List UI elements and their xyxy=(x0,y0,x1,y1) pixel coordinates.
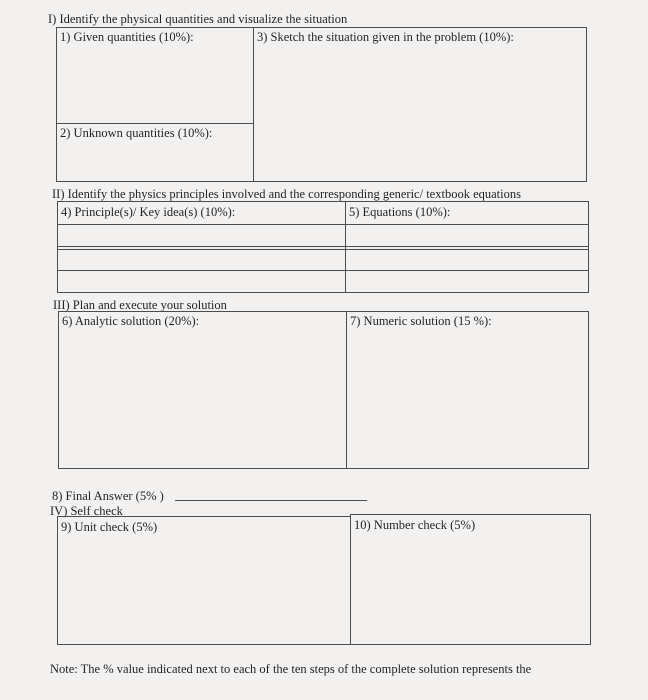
section-3-heading: III) Plan and execute your solution xyxy=(53,298,227,312)
final-answer-line[interactable] xyxy=(175,500,367,501)
note-text: Note: The % value indicated next to each of the ten steps of the complete solution represents the xyxy=(50,662,532,676)
given-quantities-box[interactable] xyxy=(56,27,254,182)
sketch-label: 3) Sketch the situation given in the problem (10%): xyxy=(257,30,514,44)
principles-label: 4) Principle(s)/ Key idea(s) (10%): xyxy=(61,205,236,219)
final-answer-label: 8) Final Answer (5% ) xyxy=(52,489,164,503)
analytic-solution-box[interactable] xyxy=(58,311,347,469)
section-1-heading: I) Identify the physical quantities and visualize the situation xyxy=(48,12,348,26)
table-row-divider xyxy=(57,270,589,271)
table-column-divider xyxy=(345,201,346,293)
table-row-divider xyxy=(57,224,589,225)
section-4-heading: IV) Self check xyxy=(50,504,123,518)
analytic-solution-label: 6) Analytic solution (20%): xyxy=(62,314,200,328)
unit-check-box[interactable] xyxy=(57,516,351,645)
sketch-box[interactable] xyxy=(253,27,587,182)
number-check-box[interactable] xyxy=(350,514,591,645)
given-unknown-divider xyxy=(56,123,254,124)
unknown-quantities-label: 2) Unknown quantities (10%): xyxy=(60,126,213,140)
given-quantities-label: 1) Given quantities (10%): xyxy=(60,30,194,44)
numeric-solution-label: 7) Numeric solution (15 %): xyxy=(350,314,492,328)
table-row-divider xyxy=(57,249,589,250)
equations-label: 5) Equations (10%): xyxy=(349,205,451,219)
unit-check-label: 9) Unit check (5%) xyxy=(61,520,158,534)
numeric-solution-box[interactable] xyxy=(346,311,589,469)
table-row-divider xyxy=(57,246,589,247)
number-check-label: 10) Number check (5%) xyxy=(354,518,476,532)
section-2-heading: II) Identify the physics principles involved and the corresponding generic/ textbook equations xyxy=(52,187,521,201)
